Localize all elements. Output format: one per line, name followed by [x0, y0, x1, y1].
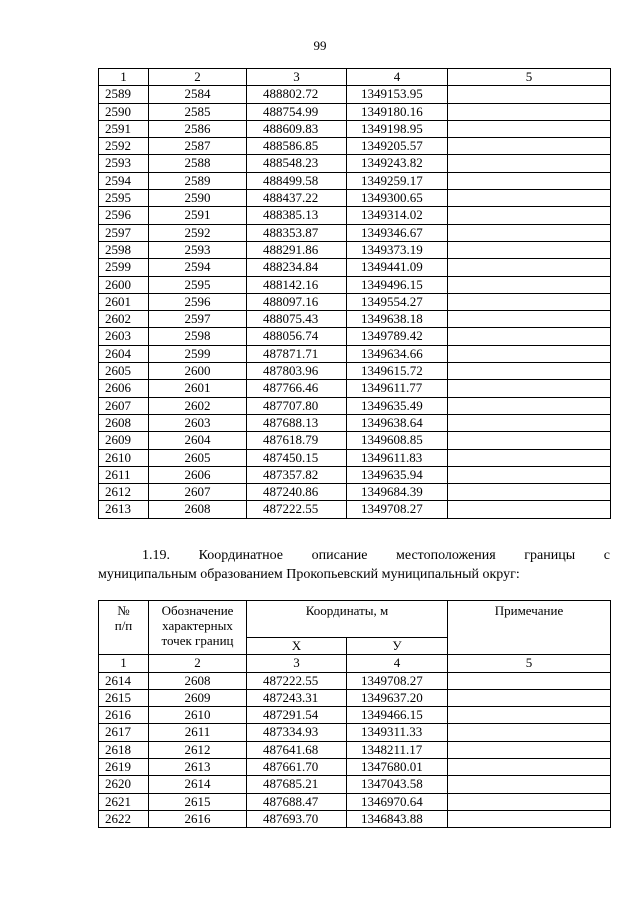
column-number: 3 [247, 69, 347, 86]
table-row [99, 466, 611, 483]
point-designation-cell: 2598 [149, 328, 247, 345]
column-number: 4 [347, 655, 448, 672]
point-number-cell: 2598 [99, 241, 149, 258]
coordinate-y-cell: 1349637.20 [347, 689, 448, 706]
point-number-cell: 2601 [99, 293, 149, 310]
table-row [99, 793, 611, 810]
point-number-cell: 2608 [99, 414, 149, 431]
point-designation-cell: 2591 [149, 207, 247, 224]
point-number-cell: 2622 [99, 810, 149, 827]
coordinate-y-cell: 1349496.15 [347, 276, 448, 293]
coordinate-y-cell: 1349311.33 [347, 724, 448, 741]
note-cell [448, 224, 611, 241]
note-cell [448, 259, 611, 276]
point-designation-cell: 2614 [149, 776, 247, 793]
coordinate-x-cell: 487688.47 [247, 793, 347, 810]
column-number: 2 [149, 69, 247, 86]
point-number-cell: 2609 [99, 432, 149, 449]
section-heading-paragraph [98, 546, 610, 584]
point-designation-cell: 2595 [149, 276, 247, 293]
coordinate-x-cell: 487222.55 [247, 672, 347, 689]
point-number-cell: 2614 [99, 672, 149, 689]
note-cell [448, 293, 611, 310]
point-number-cell: 2593 [99, 155, 149, 172]
table-row [99, 207, 611, 224]
note-cell [448, 449, 611, 466]
note-cell [448, 103, 611, 120]
coordinate-x-cell: 487222.55 [247, 501, 347, 518]
note-cell [448, 759, 611, 776]
header-x: X [247, 638, 347, 655]
coordinate-y-cell: 1347043.58 [347, 776, 448, 793]
note-cell [448, 484, 611, 501]
note-cell [448, 380, 611, 397]
table-row [99, 363, 611, 380]
header-coordinates: Координаты, м [247, 601, 448, 638]
table-row [99, 172, 611, 189]
note-cell [448, 138, 611, 155]
table-row [99, 397, 611, 414]
note-cell [448, 414, 611, 431]
table-header-row [99, 601, 611, 638]
table-row [99, 276, 611, 293]
point-designation-cell: 2610 [149, 707, 247, 724]
point-designation-cell: 2599 [149, 345, 247, 362]
coordinate-x-cell: 488754.99 [247, 103, 347, 120]
point-designation-cell: 2596 [149, 293, 247, 310]
column-number-row [99, 69, 611, 86]
coordinate-y-cell: 1349373.19 [347, 241, 448, 258]
coordinate-y-cell: 1349634.66 [347, 345, 448, 362]
paragraph-word: описание [311, 548, 368, 563]
point-designation-cell: 2597 [149, 311, 247, 328]
point-number-cell: 2595 [99, 190, 149, 207]
column-number: 4 [347, 69, 448, 86]
coordinate-y-cell: 1346970.64 [347, 793, 448, 810]
coordinate-y-cell: 1349300.65 [347, 190, 448, 207]
point-designation-cell: 2612 [149, 741, 247, 758]
coordinate-x-cell: 488385.13 [247, 207, 347, 224]
header-y: У [347, 638, 448, 655]
point-number-cell: 2597 [99, 224, 149, 241]
table-row [99, 120, 611, 137]
note-cell [448, 707, 611, 724]
coordinate-y-cell: 1349198.95 [347, 120, 448, 137]
table-row [99, 759, 611, 776]
coordinate-y-cell: 1349611.83 [347, 449, 448, 466]
coordinate-x-cell: 487334.93 [247, 724, 347, 741]
point-designation-cell: 2608 [149, 672, 247, 689]
header-point-number: № п/п [99, 601, 149, 655]
point-designation-cell: 2588 [149, 155, 247, 172]
note-cell [448, 363, 611, 380]
point-designation-cell: 2608 [149, 501, 247, 518]
coordinate-y-cell: 1349684.39 [347, 484, 448, 501]
boundary-coordinates-table [98, 600, 611, 828]
coordinate-y-cell: 1349638.64 [347, 414, 448, 431]
coordinate-x-cell: 487803.96 [247, 363, 347, 380]
coordinate-x-cell: 487693.70 [247, 810, 347, 827]
point-designation-cell: 2592 [149, 224, 247, 241]
point-designation-cell: 2589 [149, 172, 247, 189]
table-row [99, 224, 611, 241]
point-number-cell: 2613 [99, 501, 149, 518]
note-cell [448, 190, 611, 207]
table-body [99, 86, 611, 518]
coordinate-x-cell: 488586.85 [247, 138, 347, 155]
coordinate-y-cell: 1349153.95 [347, 86, 448, 103]
note-cell [448, 86, 611, 103]
coordinate-x-cell: 488056.74 [247, 328, 347, 345]
column-number: 1 [99, 69, 149, 86]
point-designation-cell: 2615 [149, 793, 247, 810]
coordinate-y-cell: 1349466.15 [347, 707, 448, 724]
table-row [99, 484, 611, 501]
note-cell [448, 793, 611, 810]
coordinate-x-cell: 487688.13 [247, 414, 347, 431]
point-designation-cell: 2611 [149, 724, 247, 741]
column-number: 1 [99, 655, 149, 672]
point-designation-cell: 2607 [149, 484, 247, 501]
point-number-cell: 2611 [99, 466, 149, 483]
note-cell [448, 432, 611, 449]
point-number-cell: 2617 [99, 724, 149, 741]
point-number-cell: 2619 [99, 759, 149, 776]
coordinate-y-cell: 1349708.27 [347, 501, 448, 518]
point-designation-cell: 2594 [149, 259, 247, 276]
note-cell [448, 776, 611, 793]
point-number-cell: 2590 [99, 103, 149, 120]
point-designation-cell: 2606 [149, 466, 247, 483]
coordinate-x-cell: 488075.43 [247, 311, 347, 328]
point-number-cell: 2603 [99, 328, 149, 345]
page-number: 99 [313, 38, 327, 53]
table-row [99, 810, 611, 827]
coordinate-x-cell: 488548.23 [247, 155, 347, 172]
point-designation-cell: 2585 [149, 103, 247, 120]
point-designation-cell: 2584 [149, 86, 247, 103]
coordinate-y-cell: 1349180.16 [347, 103, 448, 120]
note-cell [448, 276, 611, 293]
table-row [99, 724, 611, 741]
point-number-cell: 2602 [99, 311, 149, 328]
paragraph-line-2: муниципальным образованием Прокопьевский муниципальный округ: [98, 567, 520, 582]
column-number: 5 [448, 69, 611, 86]
paragraph-word: Координатное [198, 548, 284, 563]
point-designation-cell: 2616 [149, 810, 247, 827]
table-row [99, 380, 611, 397]
coordinate-x-cell: 488097.16 [247, 293, 347, 310]
note-cell [448, 741, 611, 758]
coordinate-x-cell: 487240.86 [247, 484, 347, 501]
point-number-cell: 2600 [99, 276, 149, 293]
note-cell [448, 172, 611, 189]
coordinate-x-cell: 488142.16 [247, 276, 347, 293]
coordinate-x-cell: 487661.70 [247, 759, 347, 776]
point-number-cell: 2591 [99, 120, 149, 137]
note-cell [448, 672, 611, 689]
table-row [99, 241, 611, 258]
point-number-cell: 2615 [99, 689, 149, 706]
coordinate-x-cell: 487291.54 [247, 707, 347, 724]
point-number-cell: 2596 [99, 207, 149, 224]
coordinate-x-cell: 488234.84 [247, 259, 347, 276]
point-designation-cell: 2593 [149, 241, 247, 258]
coordinate-y-cell: 1346843.88 [347, 810, 448, 827]
note-cell [448, 689, 611, 706]
paragraph-word: с [603, 548, 610, 563]
column-number: 5 [448, 655, 611, 672]
note-cell [448, 120, 611, 137]
column-number-row [99, 655, 611, 672]
coordinate-x-cell: 488609.83 [247, 120, 347, 137]
point-number-cell: 2594 [99, 172, 149, 189]
point-number-cell: 2589 [99, 86, 149, 103]
coordinate-x-cell: 487618.79 [247, 432, 347, 449]
point-designation-cell: 2587 [149, 138, 247, 155]
coordinate-y-cell: 1348211.17 [347, 741, 448, 758]
table-body [99, 672, 611, 828]
coordinate-x-cell: 488353.87 [247, 224, 347, 241]
table-row [99, 259, 611, 276]
coordinate-x-cell: 488802.72 [247, 86, 347, 103]
point-number-cell: 2616 [99, 707, 149, 724]
point-designation-cell: 2590 [149, 190, 247, 207]
point-number-cell: 2599 [99, 259, 149, 276]
table-row [99, 707, 611, 724]
note-cell [448, 345, 611, 362]
coordinate-y-cell: 1349346.67 [347, 224, 448, 241]
coordinate-x-cell: 487871.71 [247, 345, 347, 362]
column-number: 3 [247, 655, 347, 672]
point-designation-cell: 2603 [149, 414, 247, 431]
coordinate-y-cell: 1349615.72 [347, 363, 448, 380]
coordinate-y-cell: 1349608.85 [347, 432, 448, 449]
note-cell [448, 207, 611, 224]
table-row [99, 293, 611, 310]
coordinate-x-cell: 487357.82 [247, 466, 347, 483]
coordinate-y-cell: 1349611.77 [347, 380, 448, 397]
point-designation-cell: 2586 [149, 120, 247, 137]
paragraph-word: границы [524, 548, 576, 563]
point-designation-cell: 2604 [149, 432, 247, 449]
coordinate-y-cell: 1349638.18 [347, 311, 448, 328]
table-row [99, 328, 611, 345]
coordinate-y-cell: 1349554.27 [347, 293, 448, 310]
coordinate-y-cell: 1349789.42 [347, 328, 448, 345]
coordinate-x-cell: 487707.80 [247, 397, 347, 414]
coordinate-x-cell: 488291.86 [247, 241, 347, 258]
table-row [99, 501, 611, 518]
coordinate-x-cell: 487766.46 [247, 380, 347, 397]
point-number-cell: 2606 [99, 380, 149, 397]
point-number-cell: 2610 [99, 449, 149, 466]
point-number-cell: 2592 [99, 138, 149, 155]
note-cell [448, 241, 611, 258]
header-designation: Обозначение характерных точек границ [149, 601, 247, 655]
table-row [99, 86, 611, 103]
paragraph-line-1 [98, 546, 610, 565]
coordinate-y-cell: 1349314.02 [347, 207, 448, 224]
table-row [99, 741, 611, 758]
coordinate-y-cell: 1349205.57 [347, 138, 448, 155]
note-cell [448, 155, 611, 172]
paragraph-word: местоположения [396, 548, 496, 563]
coordinate-y-cell: 1349243.82 [347, 155, 448, 172]
note-cell [448, 810, 611, 827]
table-row [99, 432, 611, 449]
note-cell [448, 466, 611, 483]
point-number-cell: 2605 [99, 363, 149, 380]
coordinate-x-cell: 487243.31 [247, 689, 347, 706]
point-designation-cell: 2605 [149, 449, 247, 466]
table-row [99, 689, 611, 706]
table-row [99, 672, 611, 689]
table-row [99, 138, 611, 155]
point-number-cell: 2607 [99, 397, 149, 414]
point-designation-cell: 2602 [149, 397, 247, 414]
table-row [99, 190, 611, 207]
note-cell [448, 397, 611, 414]
note-cell [448, 311, 611, 328]
point-number-cell: 2618 [99, 741, 149, 758]
table-row [99, 103, 611, 120]
coordinate-y-cell: 1349635.49 [347, 397, 448, 414]
point-number-cell: 2604 [99, 345, 149, 362]
coordinate-x-cell: 487685.21 [247, 776, 347, 793]
coordinates-table-continued [98, 68, 611, 519]
note-cell [448, 501, 611, 518]
coordinate-x-cell: 488499.58 [247, 172, 347, 189]
table-row [99, 414, 611, 431]
section-number: 1.19. [142, 548, 170, 563]
table-row [99, 345, 611, 362]
point-number-cell: 2620 [99, 776, 149, 793]
note-cell [448, 724, 611, 741]
table-row [99, 776, 611, 793]
note-cell [448, 328, 611, 345]
point-designation-cell: 2609 [149, 689, 247, 706]
coordinate-x-cell: 487641.68 [247, 741, 347, 758]
coordinate-y-cell: 1349259.17 [347, 172, 448, 189]
coordinate-x-cell: 487450.15 [247, 449, 347, 466]
point-designation-cell: 2601 [149, 380, 247, 397]
point-number-cell: 2621 [99, 793, 149, 810]
point-designation-cell: 2613 [149, 759, 247, 776]
coordinate-y-cell: 1349441.09 [347, 259, 448, 276]
coordinate-y-cell: 1349708.27 [347, 672, 448, 689]
coordinate-y-cell: 1349635.94 [347, 466, 448, 483]
point-number-cell: 2612 [99, 484, 149, 501]
header-note: Примечание [448, 601, 611, 655]
table-row [99, 155, 611, 172]
coordinate-x-cell: 488437.22 [247, 190, 347, 207]
table-row [99, 311, 611, 328]
coordinate-y-cell: 1347680.01 [347, 759, 448, 776]
point-designation-cell: 2600 [149, 363, 247, 380]
column-number: 2 [149, 655, 247, 672]
table-row [99, 449, 611, 466]
